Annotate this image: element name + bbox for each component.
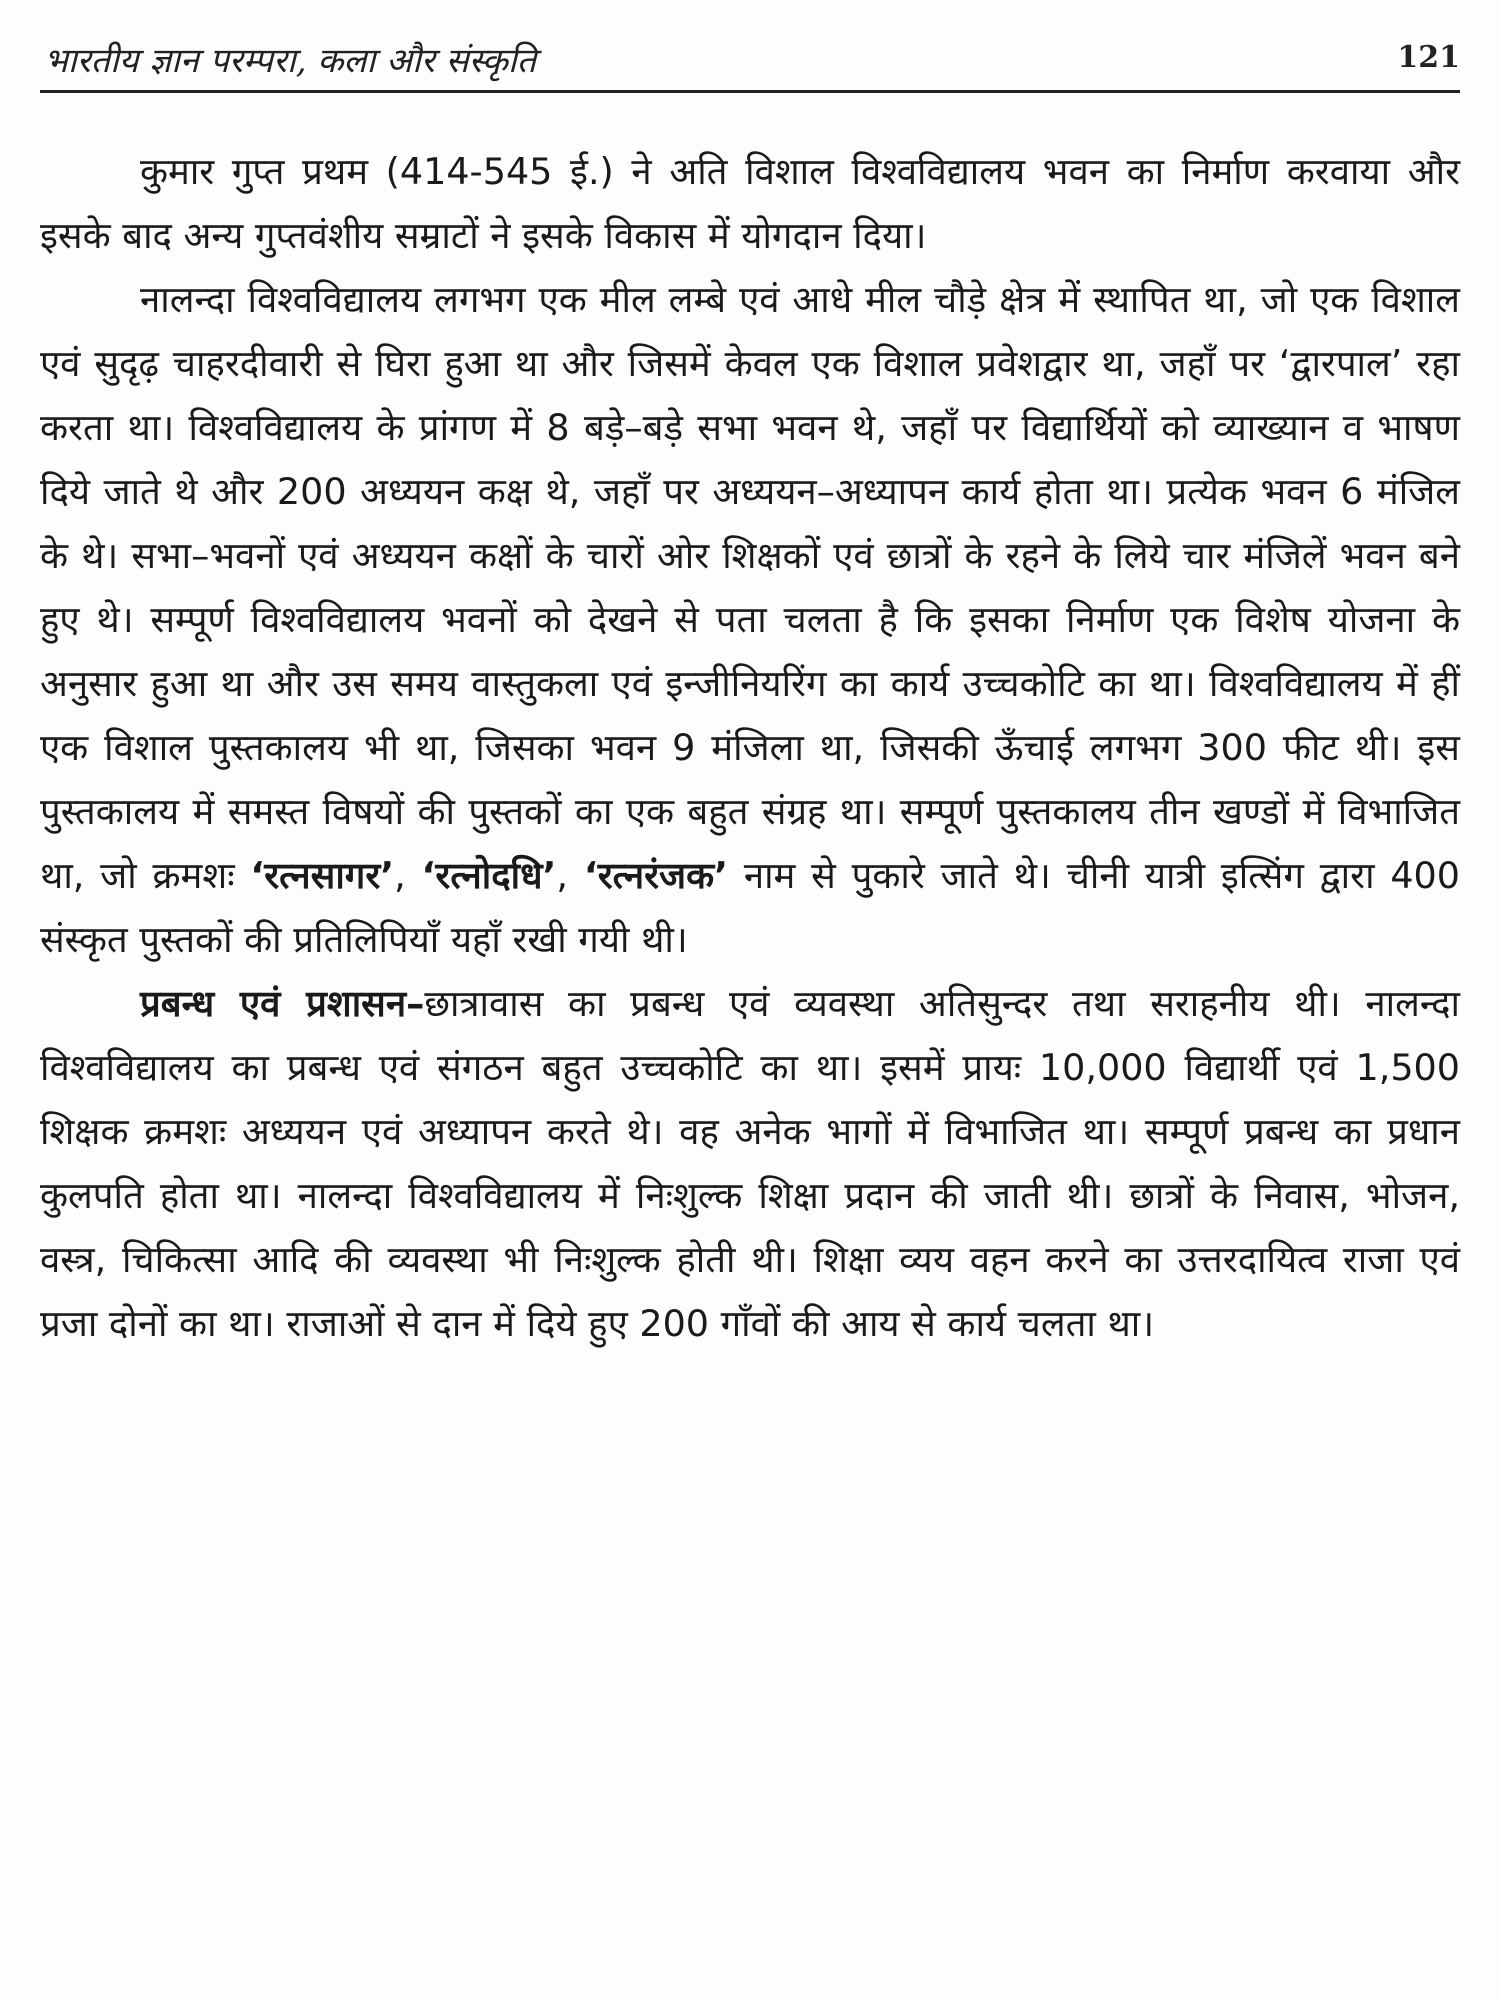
paragraph-administration [40,972,1460,1356]
section-heading-administration: प्रबन्ध एवं प्रशासन– [140,982,425,1025]
library-section-ratnodadhi: ‘रत्नोदधि’ [421,854,557,897]
campus-text-before: नालन्दा विश्वविद्यालय लगभग एक मील लम्बे एवं आधे मील चौड़े क्षेत्र में स्थापित था, जो एक विशाल एवं सुदृढ़ चाहरदीवारी से घिरा हुआ था और जिसमें केवल एक विशाल प्रवेशद्वार था, जहाँ पर ‘द्वारपाल’ रहा करता था। विश्वविद्यालय के प्रांगण में 8 बड़े–बड़े सभा भवन थे, जहाँ पर विद्यार्थियों को व्याख्यान व भाषण दिये जाते थे और 200 अध्ययन कक्ष थे, जहाँ पर अध्ययन–अध्यापन कार्य होता था। प्रत्येक भवन 6 मंजिल के थे। सभा–भवनों एवं अध्ययन कक्षों के चारों ओर शिक्षकों एवं छात्रों के रहने के लिये चार मंजिलें भवन बने हुए थे। सम्पूर्ण विश्वविद्यालय भवनों को देखने से पता चलता है कि इसका निर्माण एक विशेष योजना के अनुसार हुआ था और उस समय वास्तुकला एवं इन्जीनियरिंग का कार्य उच्चकोटि का था। विश्वविद्यालय में हीं एक विशाल पुस्तकालय भी था, जिसका भवन 9 मंजिला था, जिसकी ऊँचाई लगभग 300 फीट थी। इस पुस्तकालय में समस्त विषयों की पुस्तकों का एक बहुत संग्रह था। सम्पूर्ण पुस्तकालय तीन खण्डों में विभाजित था, जो क्रमशः [40,278,1460,897]
library-section-ratnaranjak: ‘रत्नरंजक’ [583,854,728,897]
campus-text-after: नाम से पुकारे जाते थे। चीनी यात्री इत्सिंग द्वारा 400 संस्कृत पुस्तकों की प्रतिलिपियाँ यहाँ रखी गयी थी। [40,854,1460,961]
separator-2: , [556,854,569,897]
page-number: 121 [1397,40,1460,75]
paragraph-campus-description [40,268,1460,972]
body-text [40,140,1460,1356]
running-title: भारतीय ज्ञान परम्परा, कला और संस्कृति [44,41,537,81]
running-header [40,28,1460,93]
separator-1: , [394,854,406,897]
paragraph-gupta-construction: कुमार गुप्त प्रथम (414-545 ई.) ने अति विशाल विश्वविद्यालय भवन का निर्माण करवाया और इसके बाद अन्य गुप्तवंशीय सम्राटों ने इसके विकास में योगदान दिया। [40,150,1460,257]
library-section-ratnasagar: ‘रत्नसागर’ [250,854,395,897]
administration-text: छात्रावास का प्रबन्ध एवं व्यवस्था अतिसुन्दर तथा सराहनीय थी। नालन्दा विश्वविद्यालय का प्रबन्ध एवं संगठन बहुत उच्चकोटि का था। इसमें प्रायः 10,000 विद्यार्थी एवं 1,500 शिक्षक क्रमशः अध्ययन एवं अध्यापन करते थे। वह अनेक भागों में विभाजित था। सम्पूर्ण प्रबन्ध का प्रधान कुलपति होता था। नालन्दा विश्वविद्यालय में निःशुल्क शिक्षा प्रदान की जाती थी। छात्रों के निवास, भोजन, वस्त्र, चिकित्सा आदि की व्यवस्था भी निःशुल्क होती थी। शिक्षा व्यय वहन करने का उत्तरदायित्व राजा एवं प्रजा दोनों का था। राजाओं से दान में दिये हुए 200 गाँवों की आय से कार्य चलता था। [40,982,1460,1345]
